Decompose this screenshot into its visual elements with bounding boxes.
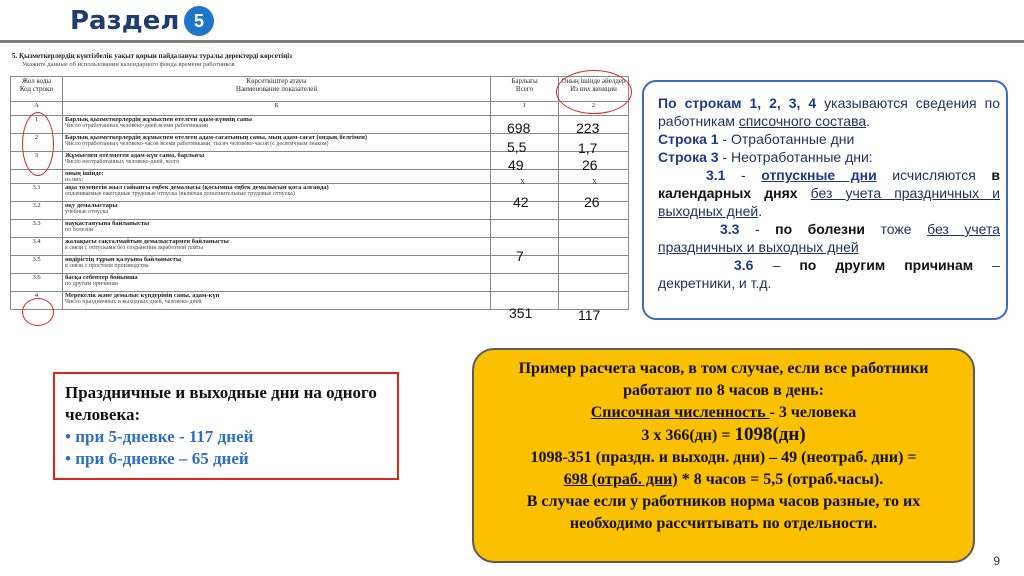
form-row-name: өндірістің тұрып қалуына байланысты в связи с простоем производства [63, 256, 491, 274]
example-headcount: Списочная численность - 3 человека [590, 404, 857, 421]
form-row-name: Жұмыспен өтелмеген адам-күн саны, барлығы Число неотработанных человеко-дней, всего [63, 152, 491, 170]
form-row-code: 3.2 [11, 202, 63, 220]
form-row-name: басқа себептер бойынша по другим причинам [63, 274, 491, 292]
form-row-name: Мерекелік және демалыс күндерінің саны, адам-күн Число праздничных и выходных дней, человеко-дней [63, 292, 491, 310]
holidays-item-6day: • при 6-дневке – 65 дней [65, 449, 249, 468]
women-column-circle [556, 70, 632, 114]
row34-total: 7 [516, 248, 524, 264]
form-row-name: науқастануына байланысты по болезни [63, 220, 491, 238]
col-name-header: Көрсеткіштер атауы Наименование показателей [63, 77, 491, 102]
form-row [11, 256, 629, 274]
form-row-name: жалақысы сақталмайтын демалыстармен байланысты в связи с отпусками без сохранения заработной платы [63, 238, 491, 256]
form-row [11, 238, 629, 256]
form-table [10, 76, 629, 310]
form-row [11, 184, 629, 202]
form-row-women-cell [559, 220, 629, 238]
form-row-code: 2 [11, 134, 63, 152]
col-code-header: Жол коды Код строки [11, 77, 63, 102]
col-total-header: Барлығы Всего [491, 77, 559, 102]
row4-total: 351 [509, 305, 533, 321]
form-row-code: 4 [11, 292, 63, 310]
holidays-box [53, 372, 399, 480]
col-women-header: Оның ішінде әйелдер Из них женщин [559, 77, 629, 102]
form-subtitle: Укажите данные об использовании календарного фонда времени работников [22, 61, 235, 68]
form-row-code: 3.5 [11, 256, 63, 274]
form-title: 5. Қызметкерлердің күнтізбелік уақыт қорын пайдалануы туралы деректерді көрсетіңіз [12, 52, 293, 60]
form-row [11, 292, 629, 310]
explanation-intro: По строкам 1, 2, 3, 4 указываются сведения по работникам списочного состава. [658, 95, 1000, 129]
form-row-name: Барлық қызметкерлердің жұмыспен өтелген адам-сағатының саны, мың адам-сағат (ондық белгімен) Число отработанных человеко-часов всеми работниками, тысяч человеко-часов (с десятичным знаком) [63, 134, 491, 152]
form-row [11, 220, 629, 238]
row1-3-circle [22, 112, 54, 176]
form-row-name: ақы төленетін жыл сайынғы еңбек демалысы (қосымша еңбек демалысын қоса алғанда) оплачиваемые ежегодные трудовые отпуска (включая дополнительные трудовые отпуска) [63, 184, 491, 202]
explanation-row3: Строка 3 - Неотработанные дни: [658, 149, 873, 165]
form-row [11, 274, 629, 292]
form-row-women-cell [559, 238, 629, 256]
form-row-total-cell [491, 256, 559, 274]
row1-total: 698 [507, 120, 531, 136]
form-row-code: 3.6 [11, 274, 63, 292]
form-letter-row: А Б 1 2 [11, 102, 629, 116]
section-badge: 5 [184, 6, 214, 36]
statistical-form-scan [10, 50, 630, 330]
row31-women: 26 [584, 194, 600, 210]
explanation-box [642, 80, 1008, 320]
explanation-3-3: 3.3 - по болезни тоже без учета праздничных и выходных дней [658, 221, 1000, 255]
form-header-row [11, 77, 629, 102]
row31-total: 42 [513, 194, 529, 210]
row3-total: 49 [508, 157, 524, 173]
holidays-heading: Праздничные и выходные дни на одного человека: [65, 383, 377, 424]
row2-total: 5,5 [507, 139, 527, 155]
form-row-women-cell [559, 274, 629, 292]
example-total-days: 3 х 366(дн) = 1098(дн) [641, 424, 806, 445]
x-mark-women: Х [592, 178, 598, 186]
explanation-row1: Строка 1 - Отработанные дни [658, 131, 855, 147]
row4-circle [22, 298, 54, 326]
form-row-code: 3 [11, 152, 63, 170]
example-formula: 1098-351 (праздн. и выходн. дни) – 49 (неотраб. дни) = [530, 449, 917, 466]
row1-women: 223 [576, 120, 600, 136]
example-result: 698 (отраб. дни) * 8 часов = 5,5 (отраб.часы). [563, 471, 884, 488]
holidays-item-5day: • при 5-дневке - 117 дней [65, 427, 254, 446]
form-row-code: 3.1 [11, 184, 63, 202]
form-row [11, 152, 629, 170]
form-row-name: оның ішінде: из них: [63, 170, 491, 184]
calculation-example-box [472, 348, 975, 563]
form-row [11, 134, 629, 152]
form-row [11, 170, 629, 184]
row4-women: 117 [578, 307, 601, 323]
row3-women: 26 [582, 157, 598, 173]
explanation-3-1: 3.1 - отпускные дни исчисляются в календарных днях без учета праздничных и выходных дней. [658, 167, 1000, 219]
row2-women: 1,7 [578, 140, 598, 156]
form-row-total-cell [491, 220, 559, 238]
form-row-code: 3.4 [11, 238, 63, 256]
form-row-code: 1 [11, 116, 63, 134]
example-note: В случае если у работников норма часов разные, то их необходимо рассчитывать по отдельности. [526, 493, 921, 532]
page-number: 9 [993, 554, 1000, 568]
form-row-women-cell [559, 256, 629, 274]
x-mark-total: Х [520, 178, 526, 186]
form-row-name: Барлық қызметкерлердің жұмыспен өтелген адам-күннің саны Число отработанных человеко-дней всеми работниками [63, 116, 491, 134]
form-row [11, 116, 629, 134]
form-row-name: оқу демалыстары учебные отпуска [63, 202, 491, 220]
example-intro: Пример расчета часов, в том случае, если все работники работают по 8 часов в день: [518, 360, 929, 399]
form-row-total-cell [491, 274, 559, 292]
form-row [11, 202, 629, 220]
header-divider [0, 40, 1024, 43]
form-row-code: 3.3 [11, 220, 63, 238]
form-row-total-cell [491, 238, 559, 256]
explanation-3-6: 3.6 – по другим причинам – декретники, и т.д. [658, 257, 1000, 291]
page-title: Раздел [70, 6, 180, 36]
